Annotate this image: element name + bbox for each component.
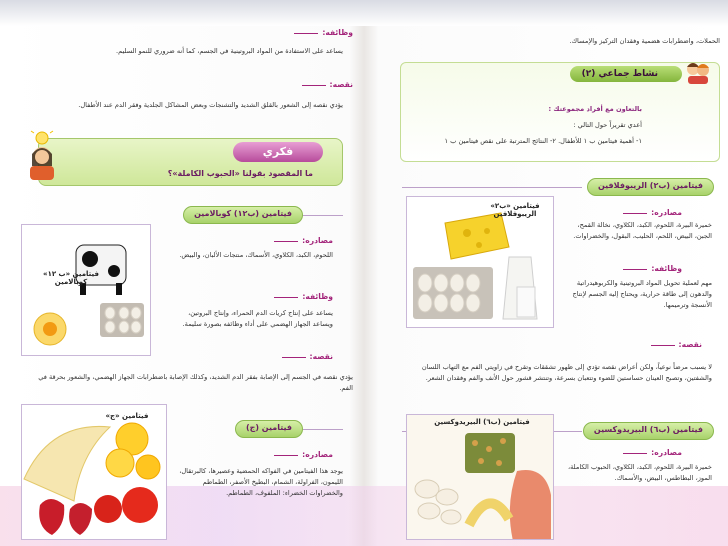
b2-title: فيتامين (ب٢) الريبوفلافين [587,178,714,196]
b6-foods-photo [406,414,554,540]
b12-sources-text: اللحوم، الكبد، الكلاوي، الأسماك، منتجات الألبان، والبيض. [179,251,333,259]
b12-foods-photo [21,224,151,356]
b6-sources-text: خميرة البيرة، اللحوم، الكبد، الكلاوي، الحبوب الكاملة، الموز، البطاطس، البيض، والأسماك. [567,463,712,482]
right-page [392,20,722,540]
left-page [18,20,363,540]
b2-function-label: وظائفه: [623,264,682,273]
group-instruction: بالتعاون مع أفراد مجموعتك : [548,105,642,113]
b2-title-rule [402,187,582,188]
group-task: أعدي تقريراً حول التالي : [573,121,642,129]
c-sources-label: مصادره: [274,450,333,459]
b12-title: فيتامين (ب١٢) كوبالامين [183,206,303,224]
thinking-girl-icon [22,130,62,180]
students-icon [684,58,712,86]
b6-sources-label: مصادره: [623,448,682,457]
b2-sources-label: مصادره: [623,208,682,217]
left-deficiency-label: نقصه: [302,80,353,89]
think-title: فكري [233,142,323,162]
c-sources-text: يوجد هذا الفيتامين في الفواكه الحمضية وعصيرها، كالبرتقال، الليمون، الفراولة، الشمام، البطيخ الأصفر، الطماطم والخضراوات الخضراء: الملفوف، الطماطم. [179,467,343,497]
c-title-rule [303,429,343,430]
b12-deficiency-text: يؤدي نقصه في الجسم إلى الإصابة بفقر الدم الشديد، وكذلك الإصابة باضطرابات الجهاز الهضمي، والشعور بحرقة في الفم. [38,373,353,392]
left-function-label: وظائفه: [294,28,353,37]
intro-text: الحملات، واضطرابات هضمية وفقدان التركيز والإمساك. [569,37,720,45]
left-deficiency-text: يؤدي نقصه إلى الشعور بالقلق الشديد والتشنجات وبعض المشاكل الجلدية وفقر الدم عند الأطفال. [78,101,343,109]
b12-deficiency-label: نقصه: [282,352,333,361]
b2-deficiency-label: نقصه: [651,340,702,349]
b6-photo-caption: فيتامين (ب٦) البيريدوكسين [434,418,530,426]
c-photo-caption: فيتامين «ج» [105,412,149,420]
left-function-text: يساعد على الاستفادة من المواد البروتينية في الجسم، كما أنه ضروري للنمو السليم. [116,47,343,55]
b12-function-text: يساعد على إنتاج كريات الدم الحمراء، وإنتاج البروتين، ويساعد الجهاز الهضمي على أداء وظائفه بصورة سليمة. [182,309,333,328]
b2-deficiency-text: لا يسبب مرضاً نوعياً، ولكن أعراض نقصه تؤدي إلى ظهور تشققات وتقرح في زاويتي الفم مع التهاب اللسان والشفتين، وتصبح العينان حساستين للضوء وتتعبان بسرعة، وتنتشر قشور حول الأنف والفم وفقدان الشعر. [421,363,712,382]
b12-photo-caption: فيتامين «ب ١٢» كوبالامين [43,270,99,286]
group-activity-title: نشاط جماعي (٢) [570,66,682,82]
b12-function-label: وظائفه: [274,292,333,301]
b12-sources-label: مصادره: [274,236,333,245]
group-items: ١- أهمية فيتامين ب ١ للأطفال. ٢- النتائج المترتبة على نقص فيتامين ب ١ [444,137,642,145]
b2-photo-caption: فيتامين «ب٢» الريبوفلافين [490,202,540,218]
b6-title: فيتامين (ب٦) البيريدوكسين [583,422,714,440]
b2-sources-text: خميرة البيرة، اللحوم، الكبد، الكلاوي، نخالة القمح، الجبن، البيض، اللحم، الحليب، البقول، والخضراوات. [573,221,712,240]
b2-function-text: مهم لعملية تحويل المواد البروتينية والكربوهيدراتية والدهون إلى طاقة حرارية، ويحتاج إليه الجسم لإنتاج الأنسجة وترميمها. [572,279,712,309]
c-title: فيتامين (ج) [235,420,303,438]
b12-title-rule [303,215,343,216]
think-question: ما المقصود بقولنا «الحبوب الكاملة»؟ [167,169,313,178]
c-fruits-photo [21,404,167,540]
